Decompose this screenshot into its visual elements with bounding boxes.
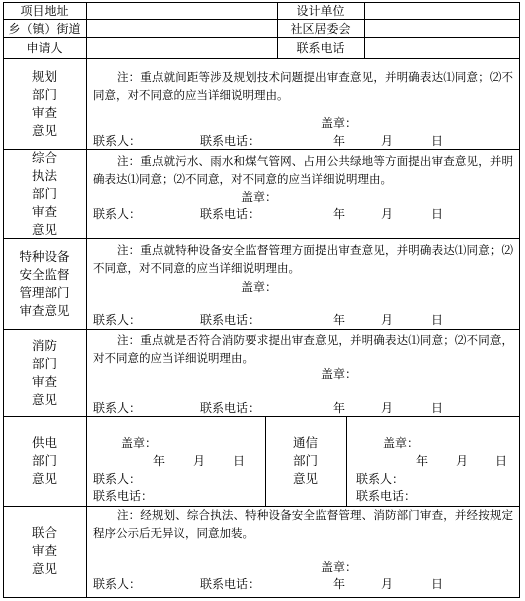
title-line: 部门 [31, 356, 57, 371]
contact-phone-label: 联系电话： [200, 401, 261, 415]
seal-label: 盖章： [121, 436, 158, 450]
fire-note: 注：重点就是否符合消防要求提出审查意见，并明确表达⑴同意；⑵不同意，对不同意的应当详细说明理由。 [93, 333, 513, 365]
applicant-label: 申请人 [26, 41, 63, 55]
title-line: 部门 [31, 453, 57, 468]
contact-phone-label: 联系电话： [200, 577, 261, 591]
divider [3, 58, 520, 59]
title-line: 执法 [31, 168, 57, 183]
title-line: 意见 [31, 471, 57, 486]
title-line: 意见 [31, 392, 57, 407]
contact-person-label: 联系人： [93, 577, 142, 591]
title-line: 联合 [31, 525, 57, 540]
power-title [3, 434, 86, 488]
contact-person-label: 联系人： [93, 207, 142, 221]
month-label: 月 [381, 577, 394, 591]
day-label: 日 [431, 134, 444, 148]
contact-person-label: 联系人： [356, 472, 405, 486]
planning-note: 注：重点就间距等涉及规划技术问题提出审查意见，并明确表达⑴同意；⑵不同意，对不同意的应当详细说明理由。 [93, 70, 513, 102]
title-line: 审查意见 [19, 303, 70, 318]
seal-label: 盖章： [321, 367, 358, 381]
contact-person-label: 联系人： [93, 401, 142, 415]
day-label: 日 [431, 313, 444, 327]
month-label: 月 [381, 401, 394, 415]
street-label: 乡（镇）街道 [8, 22, 81, 36]
seal-label: 盖章： [241, 190, 278, 204]
enforcement-title [3, 149, 86, 239]
month-label: 月 [381, 134, 394, 148]
contact-person-label: 联系人： [93, 313, 142, 327]
divider [3, 416, 520, 417]
address-label: 项目地址 [20, 4, 69, 18]
seal-label: 盖章： [383, 436, 420, 450]
day-label: 日 [431, 207, 444, 221]
title-line: 审查 [31, 543, 57, 558]
contact-phone-label: 联系电话： [200, 134, 261, 148]
year-label: 年 [153, 454, 166, 468]
title-line: 意见 [31, 123, 57, 138]
year-label: 年 [333, 207, 346, 221]
title-line: 意见 [292, 471, 318, 486]
telecom-label-divider [346, 416, 347, 507]
fire-title [3, 337, 86, 409]
contact-person-label: 联系人： [93, 472, 142, 486]
year-label: 年 [333, 401, 346, 415]
border-right [519, 2, 520, 598]
title-line: 部门 [292, 453, 318, 468]
contact-person-label: 联系人： [93, 134, 142, 148]
equipment-note: 注：重点就特种设备安全监督管理方面提出审查意见，并明确表达⑴同意；⑵不同意，对不同意的应当详细说明理由。 [93, 243, 513, 275]
year-label: 年 [333, 134, 346, 148]
approval-form [3, 2, 520, 598]
telecom-title [265, 434, 346, 488]
title-line: 意见 [31, 561, 57, 576]
seal-label: 盖章： [321, 116, 358, 130]
divider [3, 329, 520, 330]
title-line: 审查 [31, 374, 57, 389]
title-line: 部门 [31, 186, 57, 201]
year-label: 年 [416, 454, 429, 468]
title-line: 管理部门 [19, 285, 70, 300]
enforcement-note: 注：重点就污水、雨水和煤气管网、占用公共绿地等方面提出审查意见，并明确表达⑴同意；⑵不同意，对不同意的应当详细说明理由。 [93, 154, 513, 186]
border-top [3, 2, 520, 3]
day-label: 日 [431, 577, 444, 591]
day-label: 日 [233, 454, 246, 468]
title-line: 通信 [292, 435, 318, 450]
seal-label: 盖章： [241, 280, 278, 294]
title-line: 安全监督 [19, 267, 70, 282]
title-line: 意见 [31, 222, 57, 237]
contact-phone-label: 联系电话： [93, 489, 154, 503]
seal-label: 盖章： [321, 560, 358, 574]
joint-note: 注：经规划、综合执法、特种设备安全监督管理、消防部门审查，并经按规定程序公示后无异议，同意加装。 [93, 508, 513, 540]
title-line: 消防 [31, 338, 57, 353]
label-column-divider [86, 2, 87, 598]
month-label: 月 [193, 454, 206, 468]
title-line: 特种设备 [19, 249, 70, 264]
joint-title [3, 524, 86, 578]
divider [3, 19, 520, 20]
title-line: 供电 [31, 435, 57, 450]
border-bottom [3, 597, 520, 598]
title-line: 规划 [31, 69, 57, 84]
month-label: 月 [456, 454, 469, 468]
title-line: 综合 [31, 150, 57, 165]
planning-title [3, 68, 86, 140]
contact-phone-label: 联系电话： [356, 489, 417, 503]
contact-phone-label: 联系电话： [200, 313, 261, 327]
design-unit-label: 设计单位 [296, 4, 345, 18]
title-line: 审查 [31, 204, 57, 219]
title-line: 部门 [31, 87, 57, 102]
community-label: 社区居委会 [290, 22, 351, 36]
day-label: 日 [495, 454, 508, 468]
title-line: 审查 [31, 105, 57, 120]
month-label: 月 [381, 207, 394, 221]
equipment-title [3, 248, 86, 320]
header-divider [364, 2, 365, 59]
divider [3, 37, 520, 38]
year-label: 年 [333, 577, 346, 591]
year-label: 年 [333, 313, 346, 327]
day-label: 日 [431, 401, 444, 415]
contact-phone-label: 联系电话： [200, 207, 261, 221]
contact-phone-label: 联系电话 [296, 41, 345, 55]
month-label: 月 [381, 313, 394, 327]
